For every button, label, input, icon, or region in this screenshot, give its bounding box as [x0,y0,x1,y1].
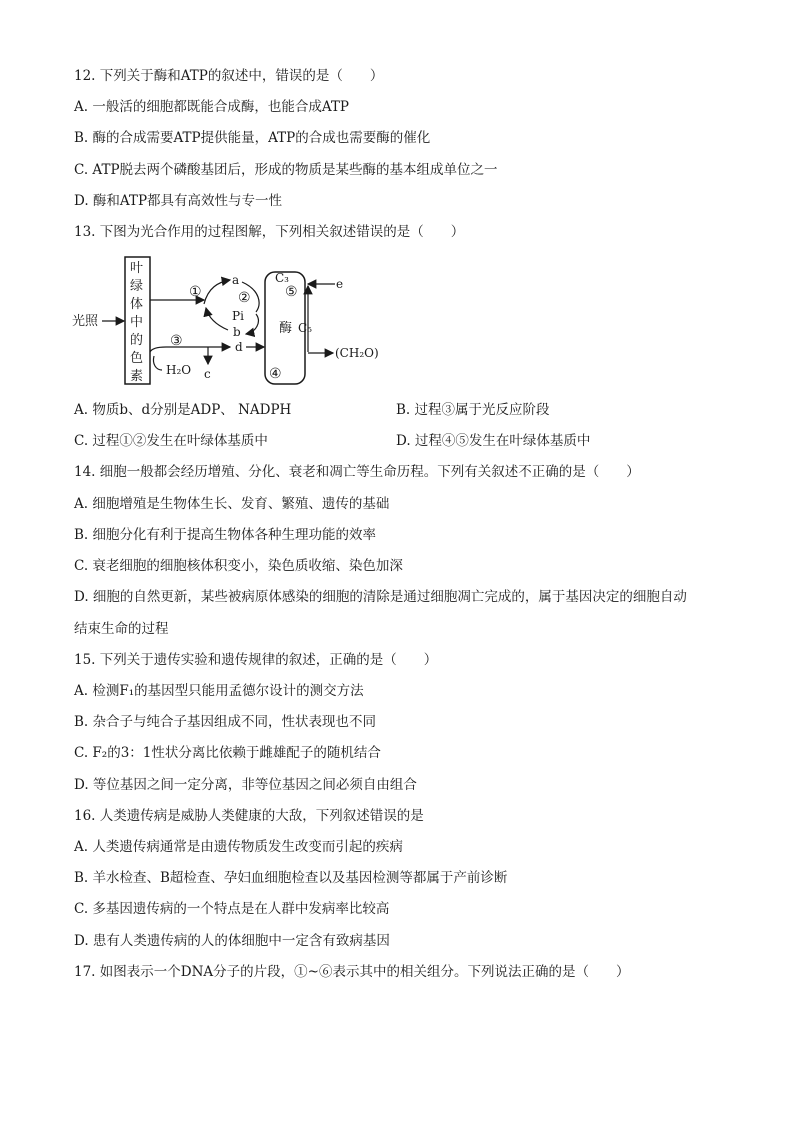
photosynthesis-diagram [70,252,410,392]
process-5-label: ⑤ [285,284,298,300]
q14-option-d-continued: 结束生命的过程 [74,621,169,637]
q14-option-b: B. 细胞分化有利于提高生物体各种生理功能的效率 [74,527,377,543]
label-h2o: H₂O [166,363,192,377]
q14-option-d: D. 细胞的自然更新，某些被病原体感染的细胞的清除是通过细胞凋亡完成的，属于基因决定的细胞自动 [74,589,687,605]
enzyme-label: 酶 [279,321,293,336]
q16-option-d: D. 患有人类遗传病的人的体细胞中一定含有致病基因 [74,933,390,949]
pigment-char-2: 绿 [130,279,144,294]
label-d: d [235,340,243,354]
process-2-label: ② [238,290,251,306]
label-e: e [336,277,344,291]
label-pi: Pi [232,309,244,323]
pigment-char-3: 体 [130,297,144,312]
q17-stem: 17. 如图表示一个DNA分子的片段，①~⑥表示其中的相关组分。下列说法正确的是（ ） [74,964,630,980]
q13-option-a: A. 物质b、d分别是ADP、 NADPH [74,402,292,418]
pigment-char-4: 中 [130,315,144,330]
q15-option-b: B. 杂合子与纯合子基因组成不同，性状表现也不同 [74,714,377,730]
label-b: b [233,325,241,339]
process-3-label: ③ [170,333,183,349]
q12-option-d: D. 酶和ATP都具有高效性与专一性 [74,193,283,209]
pigment-char-6: 色 [130,351,144,366]
q15-option-a: A. 检测F₁的基因型只能用孟德尔设计的测交方法 [74,683,364,699]
q12-option-b: B. 酶的合成需要ATP提供能量，ATP的合成也需要酶的催化 [74,130,431,146]
q16-option-b: B. 羊水检查、B超检查、孕妇血细胞检查以及基因检测等都属于产前诊断 [74,870,508,886]
q15-option-c: C. F₂的3：1性状分离比依赖于雌雄配子的随机结合 [74,745,381,761]
label-c3: C₃ [275,271,289,285]
q13-stem: 13. 下图为光合作用的过程图解，下列相关叙述错误的是（ ） [74,224,465,240]
q15-stem: 15. 下列关于遗传实验和遗传规律的叙述，正确的是（ ） [74,652,438,668]
pigment-char-7: 素 [130,369,144,384]
q14-option-c: C. 衰老细胞的细胞核体积变小，染色质收缩、染色加深 [74,558,403,574]
q14-option-a: A. 细胞增殖是生物体生长、发育、繁殖、遗传的基础 [74,496,390,512]
process-4-label: ④ [269,366,282,382]
q13-option-c: C. 过程①②发生在叶绿体基质中 [74,433,268,449]
process-1-label: ① [189,284,202,300]
q12-stem: 12. 下列关于酶和ATP的叙述中，错误的是（ ） [74,68,384,84]
q15-option-d: D. 等位基因之间一定分离，非等位基因之间必须自由组合 [74,777,417,793]
label-ch2o: (CH₂O) [335,346,379,360]
q14-stem: 14. 细胞一般都会经历增殖、分化、衰老和凋亡等生命历程。下列有关叙述不正确的是（ ） [74,464,640,480]
pigment-char-5: 的 [130,333,144,348]
label-a: a [232,273,240,287]
label-c: c [204,367,211,381]
light-label: 光照 [72,314,99,329]
q16-option-a: A. 人类遗传病通常是由遗传物质发生改变而引起的疾病 [74,839,403,855]
q16-option-c: C. 多基因遗传病的一个特点是在人群中发病率比较高 [74,901,390,917]
q12-option-c: C. ATP脱去两个磷酸基团后，形成的物质是某些酶的基本组成单位之一 [74,162,498,178]
q13-option-d: D. 过程④⑤发生在叶绿体基质中 [396,433,591,449]
q16-stem: 16. 人类遗传病是威胁人类健康的大敌，下列叙述错误的是 [74,808,424,824]
q12-option-a: A. 一般活的细胞都既能合成酶，也能合成ATP [74,99,349,115]
pigment-char-1: 叶 [130,261,144,276]
label-c5: C₅ [298,321,312,335]
q13-option-b: B. 过程③属于光反应阶段 [396,402,550,418]
